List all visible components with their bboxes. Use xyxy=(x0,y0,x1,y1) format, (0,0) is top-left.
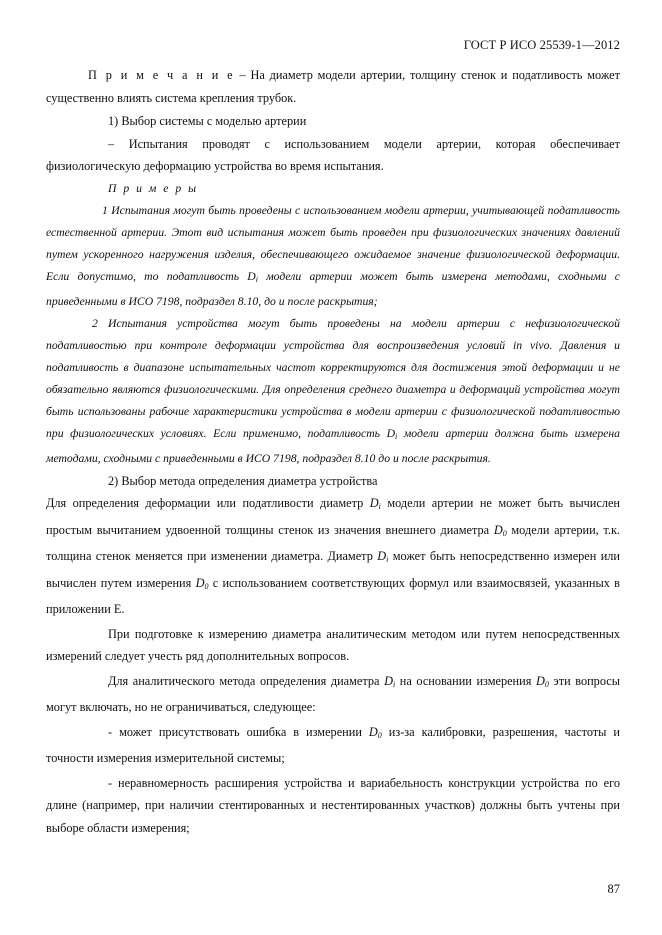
symbol-subscript: i xyxy=(386,555,389,564)
p3-text-c: эти вопросы могут включать, но не ограничиваться, следующее: xyxy=(46,673,621,714)
p3-text-a: Для аналитического метода определения диаметра xyxy=(108,673,385,688)
examples-label: П р и м е р ы xyxy=(108,181,199,195)
item-1-text: – Испытания проводят с использованием модели артерии, которая обеспечивает физиологическую деформацию устройства во время испытания. xyxy=(46,136,620,173)
p1-text-c: модели артерии, т.к. толщина стенок меняется при изменении диаметра. Диаметр xyxy=(46,522,620,563)
symbol-subscript: i xyxy=(392,679,396,689)
symbol-subscript: 0 xyxy=(544,679,549,689)
b1-text-a: - может присутствовать ошибка в измерении xyxy=(108,724,369,739)
symbol-subscript: i xyxy=(378,502,381,511)
page-number: 87 xyxy=(607,882,620,896)
symbol-d: D xyxy=(368,724,378,739)
note-paragraph xyxy=(46,64,620,109)
p1-text-d: может быть непосредственно измерен или вычислен путем измерения xyxy=(46,549,621,590)
example-1-text-a: 1 Испытания могут быть проведены с использованием модели артерии, учитывающей податливость естественной артерии. Этот вид испытания может быть проведен при физиологических значениях давлений путем ускоренного нагружения изделия, обеспечивающего ожидаемое значение физиологической деформации. Если допустимо, то податливость xyxy=(46,203,620,283)
symbol-subscript: 0 xyxy=(204,581,209,591)
symbol-d: D xyxy=(493,522,503,537)
note-text: – На диаметр модели артерии, толщину стенок и податливость может существенно влиять система крепления трубок. xyxy=(46,68,621,105)
paragraph-preparation: При подготовке к измерению диаметра аналитическим методом или путем непосредственных измерений следует учесть ряд дополнительных вопросов. xyxy=(46,626,620,663)
symbol-d: D xyxy=(386,426,396,440)
p1-text-a: Для определения деформации или податливости диаметр xyxy=(46,496,370,510)
document-body xyxy=(46,64,620,839)
bullet-measurement-error xyxy=(46,721,620,770)
note-label: П р и м е ч а н и е xyxy=(88,68,235,82)
p3-text-b: на основании измерения xyxy=(395,673,536,688)
symbol-d: D xyxy=(247,269,256,283)
bullet-expansion-nonuniformity: - неравномерность расширения устройства и вариабельность конструкции устройства по его длине (например, при наличии стентированных и нестентированных участков) должны быть учтены при выборе области измерения; xyxy=(46,775,620,835)
symbol-d: D xyxy=(377,549,387,563)
example-2-text-a: 2 Испытания устройства могут быть проведены на модели артерии с нефизиологической податливостью при контроле деформации устройства для воспроизведения условий in vivo. Давления и податливость в диапазоне испытательных частот корректируются для достижения этой деформации и не обязательно являются физиологическими. Для определения среднего диаметра и деформаций устройства могут быть использованы рабочие характеристики устройства в модели артерии с физиологической податливостью при физиологических условиях. Если применимо, податливость xyxy=(46,316,620,440)
symbol-subscript: 0 xyxy=(377,730,382,740)
symbol-subscript: i xyxy=(395,431,398,441)
p1-text-b: модели артерии не может быть вычислен простым вычитанием удвоенной толщины стенок из значения внешнего диаметра xyxy=(46,496,620,537)
example-1-text-b: модели артерии может быть измерена методами, сходными с приведенными в ИСО 7198, подраздел 8.10, до и после раскрытия; xyxy=(46,269,620,308)
symbol-subscript: 0 xyxy=(502,528,507,538)
b1-text-b: из-за калибровки, разрешения, частоты и точности измерения измерительной системы; xyxy=(46,724,621,765)
example-2-text-b: модели артерии должна быть измерена методами, сходными с приведенными в ИСО 7198, подраздел 8.10 до и после раскрытия. xyxy=(46,426,620,465)
symbol-d: D xyxy=(384,673,393,688)
p1-text-e: с использованием соответствующих формул или взаимосвязей, указанных в приложении Е. xyxy=(46,575,620,616)
item-2-heading: 2) Выбор метода определения диаметра устройства xyxy=(108,473,378,488)
standard-header: ГОСТ Р ИСО 25539-1—2012 xyxy=(463,38,620,52)
symbol-subscript: i xyxy=(255,274,258,284)
paragraph-analytical xyxy=(46,670,620,719)
symbol-d: D xyxy=(535,673,545,688)
symbol-d: D xyxy=(195,575,205,590)
example-2 xyxy=(46,313,620,470)
example-1 xyxy=(46,200,620,313)
symbol-d: D xyxy=(369,496,379,510)
paragraph-diameter xyxy=(46,492,620,621)
item-1-heading: 1) Выбор системы с моделью артерии xyxy=(108,114,307,128)
